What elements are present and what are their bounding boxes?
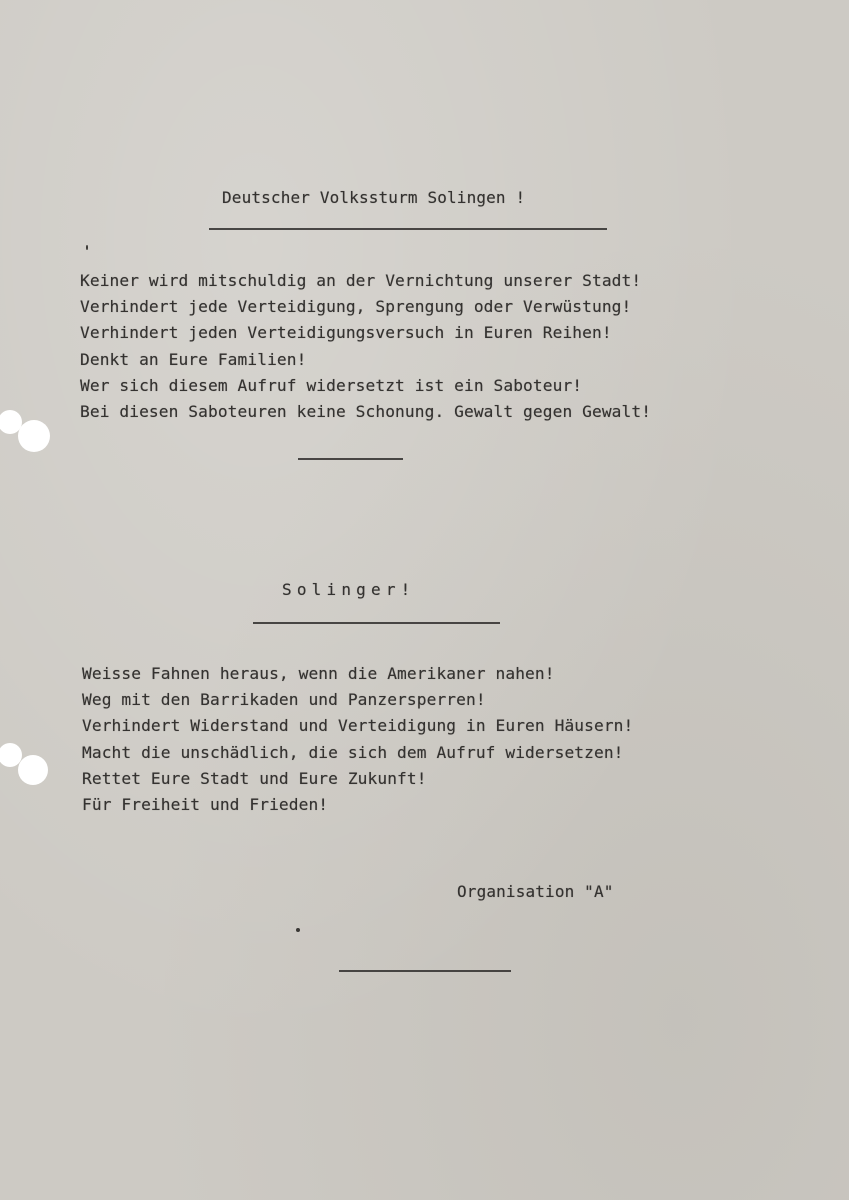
closing-rule: [339, 970, 511, 972]
appeal-line: Verhindert Widerstand und Verteidigung in Euren Häusern!: [82, 716, 634, 736]
appeal-line: Für Freiheit und Frieden!: [82, 795, 329, 815]
appeal-line: Rettet Eure Stadt und Eure Zukunft!: [82, 768, 427, 788]
appeal-line: Bei diesen Saboteuren keine Schonung. Gewalt gegen Gewalt!: [80, 402, 652, 422]
appeal-line: Denkt an Eure Familien!: [80, 349, 307, 369]
heading-volkssturm: Deutscher Volkssturm Solingen !: [222, 188, 526, 207]
ink-speck: [86, 245, 88, 250]
appeal-line: Weg mit den Barrikaden und Panzersperren!: [82, 690, 486, 710]
signature-organisation: Organisation "A": [457, 882, 614, 901]
separator-rule: [298, 458, 403, 460]
appeal-block-2: [82, 661, 633, 818]
underline-heading1: [209, 228, 607, 230]
appeal-block-1: [80, 268, 651, 425]
punch-hole: [18, 755, 48, 785]
appeal-line: Verhindert jeden Verteidigungsversuch in Euren Reihen!: [80, 323, 612, 343]
heading-solinger: Solinger!: [282, 580, 416, 599]
appeal-line: Macht die unschädlich, die sich dem Aufruf widersetzen!: [82, 742, 624, 762]
appeal-line: Verhindert jede Verteidigung, Sprengung oder Verwüstung!: [80, 297, 632, 317]
ink-speck: [296, 928, 300, 932]
appeal-line: Wer sich diesem Aufruf widersetzt ist ein Saboteur!: [80, 375, 583, 395]
underline-heading2: [253, 622, 500, 624]
punch-hole: [18, 420, 50, 452]
appeal-line: Weisse Fahnen heraus, wenn die Amerikaner nahen!: [82, 664, 555, 683]
appeal-line: Keiner wird mitschuldig an der Vernichtung unserer Stadt!: [80, 271, 642, 290]
